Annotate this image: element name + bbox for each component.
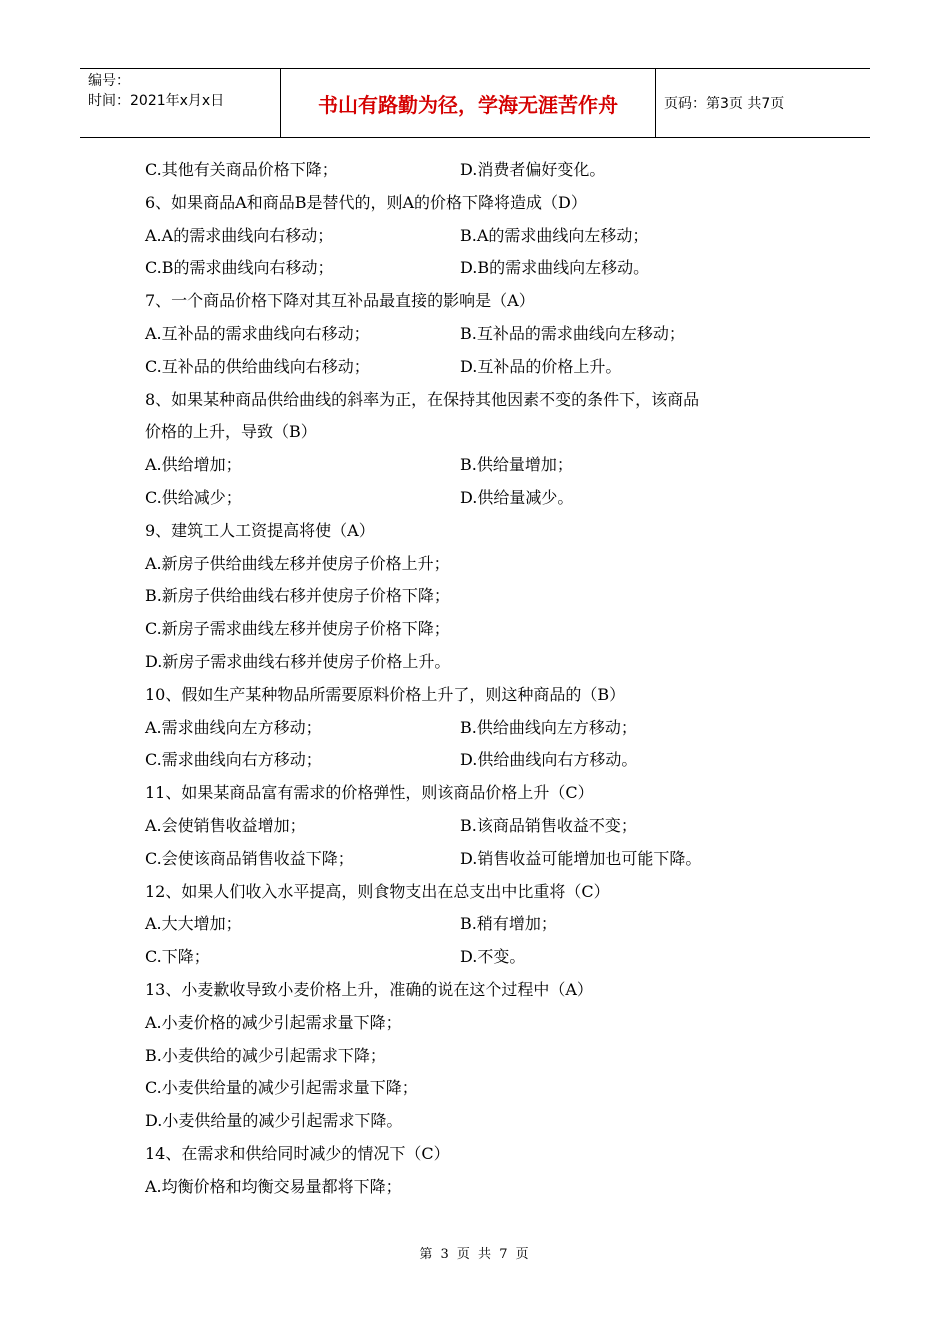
date-label: 时间：2021年x月x日 [88,93,225,109]
text-line: B.小麦供给的减少引起需求下降； [145,1045,386,1065]
text-line: A.会使销售收益增加； [145,816,306,835]
text-line: C.互补品的供给曲线向右移动； [145,356,370,376]
page-header [80,68,870,138]
header-page-label: 页码：第3页 共7页 [664,96,785,112]
text-line-option: D.供给量减少。 [460,488,574,507]
text-line: 7、一个商品价格下降对其互补品最直接的影响是（A） [145,291,535,311]
text-line-option: B.供给曲线向左方移动； [460,717,637,737]
text-line: B.新房子供给曲线右移并使房子价格下降； [145,586,450,606]
text-line: C.B的需求曲线向右移动； [145,258,334,278]
header-motto: 书山有路勤为径，学海无涯苦作舟 [280,69,656,137]
text-line-option: D.销售收益可能增加也可能下降。 [460,848,702,868]
text-line: A.大大增加； [145,914,242,934]
text-line: D.小麦供给量的减少引起需求下降。 [145,1111,403,1131]
code-label: 编号： [88,73,130,89]
text-line: C.下降； [145,947,210,967]
page-footer: 第 3 页 共 7 页 [419,1247,531,1262]
text-line-option: B.稍有增加； [460,914,557,934]
text-line: 9、建筑工人工资提高将使（A） [145,520,375,540]
text-line: 6、如果商品A和商品B是替代的，则A的价格下降将造成（D） [145,192,587,212]
text-line: 10、假如生产某种物品所需要原料价格上升了，则这种商品的（B） [145,684,626,704]
text-line-option: B.互补品的需求曲线向左移动； [460,324,685,343]
text-line-option: B.A的需求曲线向左移动； [460,225,649,245]
text-line-option: B.该商品销售收益不变； [460,816,637,835]
text-line: 13、小麦歉收导致小麦价格上升，准确的说在这个过程中（A） [145,980,593,999]
text-line: C.新房子需求曲线左移并使房子价格下降； [145,619,450,639]
text-line: A.小麦价格的减少引起需求量下降； [145,1012,402,1032]
text-line: A.需求曲线向左方移动； [145,717,322,737]
text-line-option: D.不变。 [460,947,526,967]
text-line: C.其他有关商品价格下降； [145,160,338,179]
text-line-option: D.互补品的价格上升。 [460,356,622,376]
text-line: C.需求曲线向右方移动； [145,750,322,770]
header-info [80,69,280,137]
text-line: 14、在需求和供给同时减少的情况下（C） [145,1144,450,1163]
text-line: 11、如果某商品富有需求的价格弹性，则该商品价格上升（C） [145,783,594,803]
text-line-option: D.供给曲线向右方移动。 [460,750,638,770]
text-line: 价格的上升，导致（B） [145,422,317,442]
text-line: 12、如果人们收入水平提高，则食物支出在总支出中比重将（C） [145,881,610,901]
text-line: C.供给减少； [145,488,242,507]
text-line: C.会使该商品销售收益下降； [145,848,354,868]
text-line: A.互补品的需求曲线向右移动； [145,324,370,343]
text-line-option: D.消费者偏好变化。 [460,160,606,179]
text-line: A.均衡价格和均衡交易量都将下降； [145,1176,402,1196]
text-line-option: B.供给量增加； [460,455,573,475]
text-line: C.小麦供给量的减少引起需求量下降； [145,1078,418,1098]
text-line: A.A的需求曲线向右移动； [145,225,334,245]
text-line: 8、如果某种商品供给曲线的斜率为正，在保持其他因素不变的条件下，该商品 [145,389,700,409]
text-line: D.新房子需求曲线右移并使房子价格上升。 [145,652,451,671]
text-line: A.新房子供给曲线左移并使房子价格上升； [145,553,450,573]
text-line: A.供给增加； [145,455,242,475]
text-line-option: D.B的需求曲线向左移动。 [460,258,650,278]
